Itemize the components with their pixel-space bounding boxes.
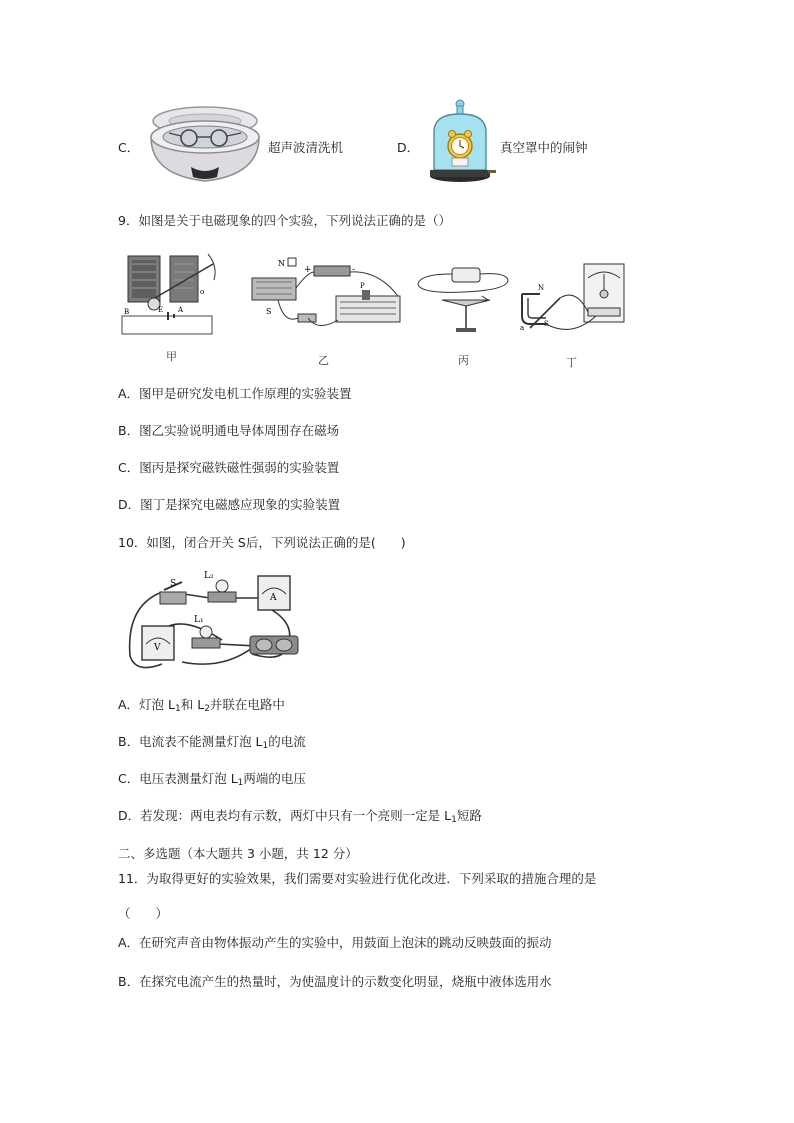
section-heading: 二、多选题（本大题共 3 小题，共 12 分）	[118, 846, 358, 861]
svg-text:-: -	[352, 265, 356, 275]
q9-figure-yi	[238, 252, 406, 338]
q10-ammeter-label: A	[270, 593, 277, 603]
q9-option-b: B．图乙实验说明通电导体周围存在磁场	[118, 423, 340, 438]
bell-jar-alarm-clock-image	[428, 98, 498, 186]
q10-option-b-sub: 1	[262, 741, 269, 751]
svg-text:S: S	[266, 307, 272, 316]
q9-label-bing: 丙	[458, 354, 469, 367]
q10-option-b	[118, 732, 306, 751]
q10-option-a-prefix: A．灯泡 L	[118, 697, 175, 712]
q9-label-ding: 丁	[566, 356, 577, 369]
q10-option-a-mid: 和 L	[180, 697, 205, 712]
svg-text:a: a	[520, 324, 525, 332]
svg-text:N: N	[278, 259, 285, 268]
q10-option-c-sub: 1	[237, 778, 244, 788]
q9-stem: 9．如图是关于电磁现象的四个实验，下列说法正确的是（）	[118, 213, 451, 228]
q10-lamp1-label: L₁	[194, 615, 204, 625]
q10-stem: 10．如图，闭合开关 S后，下列说法正确的是( )	[118, 535, 406, 550]
q10-option-d-suffix: 短路	[456, 808, 482, 823]
q11-option-b: B．在探究电流产生的热量时，为使温度计的示数变化明显，烧瓶中液体选用水	[118, 974, 552, 989]
q10-option-b-suffix: 的电流	[268, 734, 306, 749]
option-d-text: 真空罩中的闹钟	[500, 140, 588, 155]
option-d-letter: D．	[397, 140, 420, 155]
svg-text:P: P	[360, 282, 365, 290]
q9-label-jia: 甲	[166, 350, 177, 363]
q10-option-d-prefix: D．若发现：两电表均有示数，两灯中只有一个亮则一定是 L	[118, 808, 452, 823]
q10-option-d	[118, 806, 482, 825]
q11-stem: 11．为取得更好的实验效果，我们需要对实验进行优化改进．下列采取的措施合理的是	[118, 871, 597, 886]
q9-option-c: C．图丙是探究磁铁磁性强弱的实验装置	[118, 460, 340, 475]
q10-option-a	[118, 695, 285, 714]
q9-label-yi: 乙	[318, 354, 329, 367]
svg-text:B: B	[124, 308, 130, 316]
q10-voltmeter-label: V	[154, 643, 161, 653]
svg-text:N: N	[538, 284, 545, 292]
q9-option-a: A．图甲是研究发电机工作原理的实验装置	[118, 386, 352, 401]
q10-option-b-prefix: B．电流表不能测量灯泡 L	[118, 734, 263, 749]
svg-text:+: +	[304, 265, 312, 275]
q10-lamp2-label: L₂	[204, 571, 214, 581]
q9-figure-jia	[118, 244, 230, 340]
ultrasonic-cleaner-image	[145, 103, 265, 185]
q9-figure-bing	[412, 262, 516, 338]
q10-option-d-sub: 1	[451, 815, 457, 825]
option-c-letter: C．	[118, 140, 140, 155]
q10-option-a-suffix: 并联在电路中	[209, 697, 285, 712]
q11-option-a: A．在研究声音由物体振动产生的实验中，用鼓面上泡沫的跳动反映鼓面的振动	[118, 935, 552, 950]
svg-text:E: E	[158, 306, 164, 314]
q10-option-a-sub2: 2	[204, 704, 210, 714]
q10-option-a-sub1: 1	[175, 704, 181, 714]
svg-text:S: S	[544, 320, 549, 328]
svg-text:o: o	[200, 288, 205, 296]
q9-option-d: D．图丁是探究电磁感应现象的实验装置	[118, 497, 341, 512]
option-c-text: 超声波清洗机	[268, 140, 344, 155]
svg-text:A: A	[178, 306, 184, 314]
q11-answer-paren: （ ）	[118, 906, 169, 921]
q10-circuit-figure	[122, 566, 308, 676]
q10-switch-label: S	[170, 579, 177, 589]
q10-option-c	[118, 769, 306, 788]
q10-option-c-suffix: 两端的电压	[243, 771, 306, 786]
q9-figure-ding	[516, 258, 628, 340]
q10-option-c-prefix: C．电压表测量灯泡 L	[118, 771, 238, 786]
